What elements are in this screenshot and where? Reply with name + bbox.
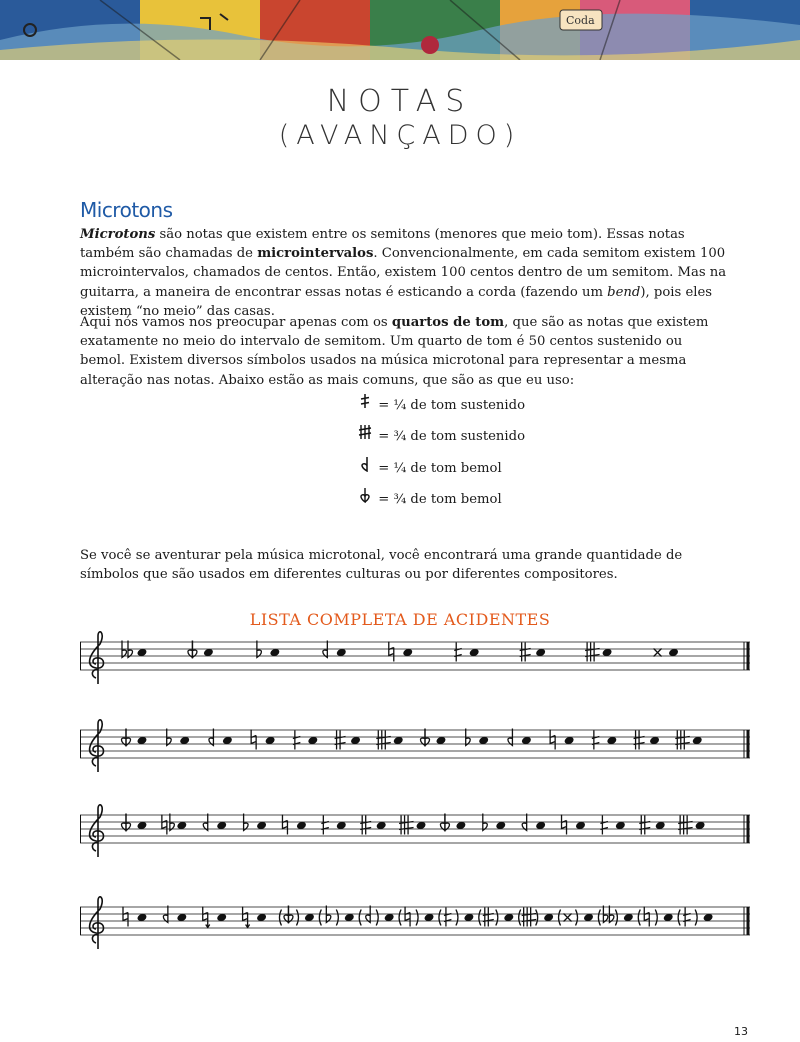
double-flat-icon bbox=[598, 906, 617, 926]
accidental-note bbox=[321, 816, 346, 835]
accidental-note bbox=[282, 815, 306, 835]
half-sharp-icon bbox=[293, 731, 301, 750]
half-sharp-icon bbox=[439, 908, 458, 927]
natural-icon bbox=[399, 907, 418, 927]
accidental-note bbox=[598, 906, 633, 926]
page-subtitle: (AVANÇADO) bbox=[278, 120, 522, 151]
accidental-note bbox=[638, 907, 673, 927]
three-quarter-sharp-icon bbox=[399, 816, 414, 835]
accidental-note bbox=[592, 731, 617, 750]
music-staff bbox=[80, 718, 750, 798]
music-staff bbox=[80, 630, 750, 710]
accidental-note bbox=[479, 908, 514, 927]
accidentals-list-title: LISTA COMPLETA DE ACIDENTES bbox=[249, 610, 551, 629]
text-run: Microtons bbox=[80, 227, 156, 242]
sharp-icon bbox=[335, 731, 346, 750]
music-staff bbox=[80, 803, 750, 883]
treble-clef-icon bbox=[90, 805, 104, 857]
accidental-note bbox=[520, 643, 546, 662]
accidental-note bbox=[123, 907, 147, 927]
text-run: Aqui nós vamos nos preocupar apenas com os bbox=[80, 315, 392, 330]
text-run: ), pois eles existem “no meio” das casas. bbox=[80, 284, 713, 319]
accidental-note bbox=[279, 906, 314, 926]
natural-icon bbox=[282, 815, 287, 835]
decorative-banner bbox=[0, 0, 800, 60]
text-run: microintervalos bbox=[257, 246, 374, 262]
accidental-note bbox=[293, 731, 318, 750]
three-quarter-flat-icon bbox=[279, 906, 298, 926]
accidental-note bbox=[389, 642, 413, 662]
accidental-note bbox=[360, 816, 386, 835]
arrow-natural-icon bbox=[203, 907, 210, 928]
text-run: bend bbox=[607, 284, 641, 300]
accidental-note bbox=[203, 907, 227, 928]
legend-item: = ¼ de tom bemol bbox=[356, 456, 502, 476]
natural-icon bbox=[638, 907, 657, 927]
treble-clef-icon bbox=[90, 897, 104, 949]
half-sharp-icon bbox=[356, 393, 374, 413]
three-quarter-sharp-icon bbox=[376, 731, 391, 750]
natural-flat-icon bbox=[162, 814, 175, 835]
flat-icon bbox=[319, 906, 338, 926]
paragraph-microtons-intro bbox=[80, 225, 728, 321]
accidental-note bbox=[162, 814, 187, 835]
arrow-natural-icon bbox=[243, 907, 250, 928]
accidental-note bbox=[585, 643, 612, 662]
paragraph-quarter-tones bbox=[80, 313, 728, 390]
accidental-note bbox=[319, 906, 354, 926]
accidental-note bbox=[634, 731, 660, 750]
accidental-note bbox=[600, 816, 625, 835]
half-flat-icon bbox=[356, 456, 374, 476]
natural-icon bbox=[550, 730, 555, 750]
legend-item: = ¼ de tom sustenido bbox=[356, 393, 525, 413]
half-sharp-icon bbox=[592, 731, 599, 750]
three-quarter-sharp-icon bbox=[585, 643, 600, 662]
three-quarter-sharp-icon bbox=[678, 816, 693, 835]
accidental-note bbox=[439, 908, 474, 927]
accidental-note bbox=[678, 816, 705, 835]
accidental-note bbox=[335, 731, 361, 750]
three-quarter-sharp-icon bbox=[356, 424, 374, 444]
text-run: . Convencionalmente, em cada semitom existem 100 microintervalos, chamados de centos. Então, existem 100 centos dentro de um semitom. Mas na guitarra, a maneira de encontrar essas notas é esticando a corda (fazendo um bbox=[80, 246, 727, 300]
accidental-note bbox=[639, 816, 665, 835]
half-sharp-icon bbox=[321, 816, 329, 835]
treble-clef-icon bbox=[90, 720, 104, 772]
three-quarter-flat-icon bbox=[356, 487, 374, 507]
natural-icon bbox=[251, 730, 256, 750]
accidental-note bbox=[519, 908, 554, 927]
page-title: NOTAS bbox=[326, 84, 474, 119]
text-run: são notas que existem entre os semitons (menores que meio tom). Essas notas também são chamadas de bbox=[80, 227, 685, 262]
accidental-note bbox=[559, 910, 594, 926]
accidental-note bbox=[550, 730, 574, 750]
double-sharp-icon bbox=[654, 649, 662, 657]
legend-item: = ¾ de tom sustenido bbox=[356, 424, 525, 444]
legend-item: = ¾ de tom bemol bbox=[356, 487, 502, 507]
accidental-note bbox=[399, 816, 426, 835]
natural-icon bbox=[562, 815, 567, 835]
sharp-icon bbox=[634, 731, 645, 750]
accidental-note bbox=[359, 906, 394, 926]
accidental-note bbox=[376, 731, 403, 750]
svg-text:Coda: Coda bbox=[566, 14, 595, 27]
section-title: Microtons bbox=[80, 198, 173, 222]
sharp-icon bbox=[639, 816, 650, 835]
accidental-note bbox=[243, 907, 267, 928]
accidental-note bbox=[454, 643, 479, 662]
half-sharp-icon bbox=[600, 816, 608, 835]
half-sharp-icon bbox=[454, 643, 462, 662]
accidental-note bbox=[399, 907, 434, 927]
text-run: , que são as notas que existem exatamente no meio do intervalo de semitom. Um quarto de tom é 50 centos sustenido ou bemol. Existem diversos símbolos usados na música microtonal para representar a mesma alteração nas notas. Abaixo estão as mais comuns, que são as que eu uso: bbox=[80, 315, 709, 388]
double-sharp-icon bbox=[559, 910, 578, 926]
half-flat-icon bbox=[359, 906, 378, 926]
three-quarter-sharp-icon bbox=[675, 731, 690, 750]
page-number: 13 bbox=[734, 1025, 748, 1038]
accidental-note bbox=[251, 730, 275, 750]
sharp-icon bbox=[360, 816, 371, 835]
natural-icon bbox=[123, 907, 128, 927]
treble-clef-icon bbox=[90, 632, 104, 684]
natural-icon bbox=[389, 642, 394, 662]
accidental-note bbox=[562, 815, 586, 835]
sharp-icon bbox=[479, 908, 498, 927]
paragraph-microtonal-symbols: Se você se aventurar pela música microtonal, você encontrará uma grande quantidade de símbolos que são usados em diferentes culturas ou por diferentes compositores. bbox=[80, 548, 683, 583]
sharp-icon bbox=[520, 643, 531, 662]
accidental-note bbox=[678, 908, 713, 927]
text-run: quartos de tom bbox=[391, 315, 505, 330]
music-staff bbox=[80, 895, 750, 975]
accidental-note bbox=[675, 731, 702, 750]
half-sharp-icon bbox=[678, 908, 697, 927]
three-quarter-sharp-icon bbox=[519, 908, 538, 927]
